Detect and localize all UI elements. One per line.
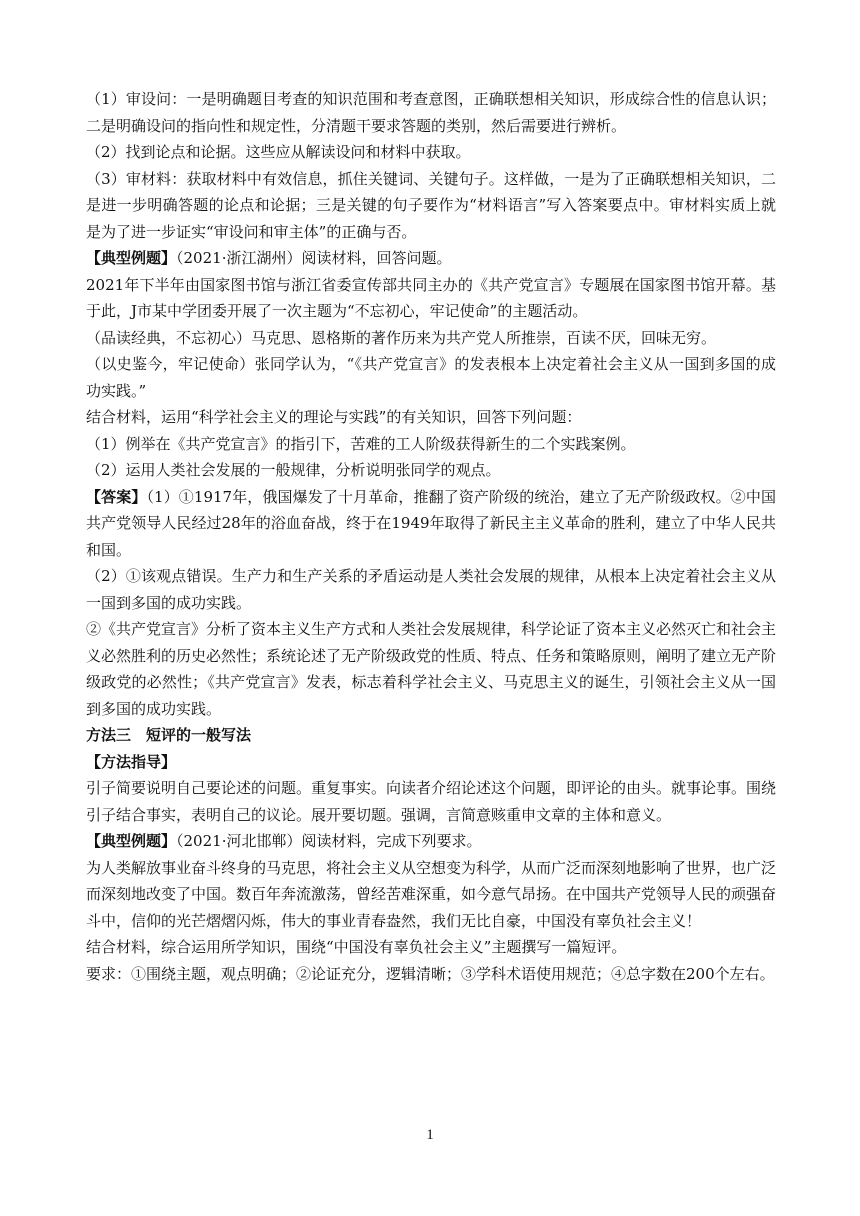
answer-label: 【答案】 — [86, 487, 147, 506]
material-paragraph: （以史鉴今，牢记使命）张同学认为，“《共产党宣言》的发表根本上决定着社会主义从一国到多国的成功实践。” — [86, 355, 776, 400]
question-2: （2）运用人类社会发展的一般规律，分析说明张同学的观点。 — [86, 461, 501, 479]
example-source: （2021·河北邯郸）阅读材料，完成下列要求。 — [176, 832, 482, 850]
example-label: 【典型例题】 — [86, 249, 177, 267]
answer-paragraph — [86, 484, 776, 564]
example-label: 【典型例题】 — [86, 832, 177, 850]
paragraph-find-arguments: （2）找到论点和论据。这些应从解读设问和材料中获取。 — [86, 143, 471, 161]
method-guide-text: 引子简要说明自己要论述的问题。重复事实。向读者介绍论述这个问题，即评论的由头。就事论事。围绕引子结合事实，表明自己的议论。展开要切题。强调，言简意赅重申文章的主体和意义。 — [86, 779, 777, 824]
page-number: 1 — [426, 1127, 434, 1143]
material-paragraph: 2021年下半年由国家图书馆与浙江省委宣传部共同主办的《共产党宣言》专题展在国家图书馆开幕。基于此，J市某中学团委开展了一次主题为“不忘初心，牢记使命”的主题活动。 — [86, 275, 776, 320]
instruction-paragraph: 结合材料，运用“科学社会主义的理论与实践”的有关知识，回答下列问题： — [86, 408, 582, 426]
question-1: （1）例举在《共产党宣言》的指引下，苦难的工人阶级获得新生的二个实践案例。 — [86, 434, 636, 453]
example-heading-2 — [86, 828, 776, 855]
instruction-paragraph: 结合材料，综合运用所学知识，围绕“中国没有辜负社会主义”主题撰写一篇短评。 — [86, 938, 627, 956]
method-guide-label: 【方法指导】 — [86, 752, 177, 771]
answer-paragraph: ②《共产党宣言》分析了资本主义生产方式和人类社会发展规律，科学论证了资本主义必然灭亡和社会主义必然胜利的历史必然性；系统论述了无产阶级政党的性质、特点、任务和策略原则，阐明了建立无产阶级政党的必然性；《共产党宣言》发表，标志着科学社会主义、马克思主义的诞生，引领社会主义从一国到多国的成功实践。 — [86, 620, 777, 718]
answer-paragraph: （2）①该观点错误。生产力和生产关系的矛盾运动是人类社会发展的规律，从根本上决定着社会主义从一国到多国的成功实践。 — [86, 567, 776, 612]
paragraph-review-material: （3）审材料：获取材料中有效信息，抓住关键词、关键句子。这样做，一是为了正确联想相关知识，二是进一步明确答题的论点和论据；三是关键的句子要作为“材料语言”写入答案要点中。审材料实质上就是为了进一步证实“审设问和审主体”的正确与否。 — [86, 169, 776, 241]
section-heading-method3: 方法三 短评的一般写法 — [86, 726, 252, 744]
requirements-paragraph: 要求：①围绕主题，观点明确；②论证充分，逻辑清晰；③学科术语使用规范；④总字数在200个左右。 — [86, 964, 775, 983]
material-paragraph: 为人类解放事业奋斗终身的马克思，将社会主义从空想变为科学，从而广泛而深刻地影响了世界，也广泛而深刻地改变了中国。数百年奔流激荡，曾经苦难深重，如今意气昂扬。在中国共产党领导人民的顽强奋斗中，信仰的光芒熠熠闪烁，伟大的事业青春盎然，我们无比自豪，中国没有辜负社会主义！ — [86, 858, 777, 930]
answer-text: （1）①1917年，俄国爆发了十月革命，推翻了资产阶级的统治，建立了无产阶级政权。②中国共产党领导人民经过28年的浴血奋战，终于在1949年取得了新民主主义革命的胜利，建立了中华人民共和国。 — [86, 487, 776, 559]
material-paragraph: （品读经典，不忘初心）马克思、恩格斯的著作历来为共产党人所推崇，百读不厌，回味无穷。 — [86, 328, 717, 347]
paragraph-review-question: （1）审设问：一是明确题目考查的知识范围和考查意图，正确联想相关知识，形成综合性的信息认识；二是明确设问的指向性和规定性，分清题干要求答题的类别，然后需要进行辨析。 — [86, 90, 776, 135]
example-source: （2021·浙江湖州）阅读材料，回答问题。 — [176, 249, 452, 267]
example-heading-1 — [86, 245, 776, 272]
document-page — [86, 86, 776, 987]
